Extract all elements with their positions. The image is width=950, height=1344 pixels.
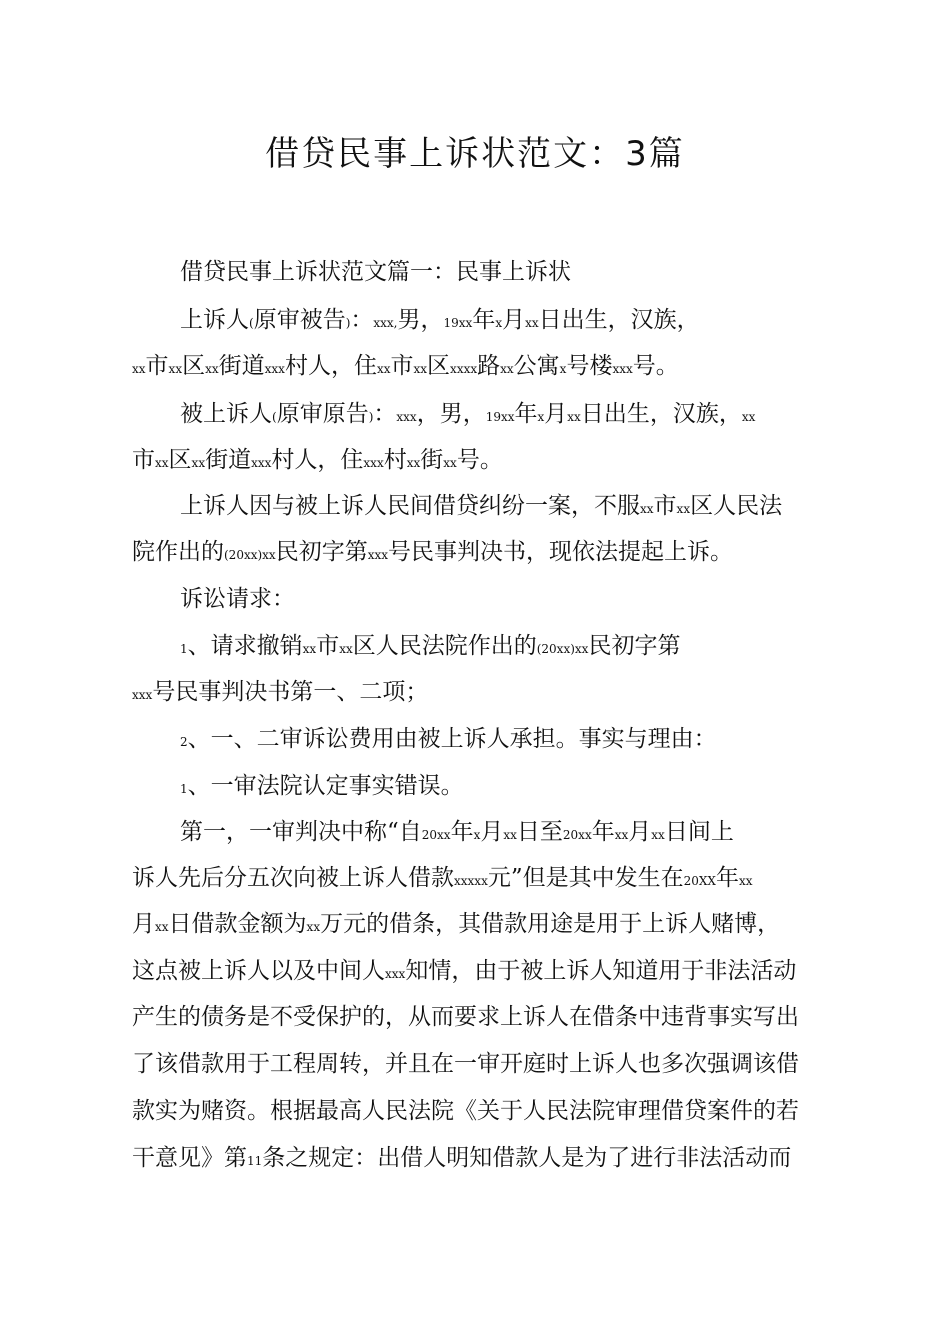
paragraph-line: xxx号民事判决书第一、二项； [132, 679, 429, 705]
paragraph-line: 款实为赌资。根据最高人民法院《关于人民法院审理借贷案件的若 [132, 1098, 799, 1124]
paragraph-line: 干意见》第11条之规定：出借人明知借款人是为了进行非法活动而 [132, 1145, 792, 1171]
paragraph-line: 1、请求撤销xx市xx区人民法院作出的(20xx)xx民初字第 [180, 633, 681, 659]
paragraph-line: 诉人先后分五次向被上诉人借款xxxxx元”但是其中发生在20XX年xx [132, 865, 753, 891]
paragraph-line: 了该借款用于工程周转，并且在一审开庭时上诉人也多次强调该借 [132, 1051, 799, 1077]
paragraph-line: 产生的债务是不受保护的，从而要求上诉人在借条中违背事实写出 [132, 1004, 799, 1030]
paragraph-line: 借贷民事上诉状范文篇一：民事上诉状 [180, 259, 571, 285]
paragraph-line: 诉讼请求： [180, 586, 295, 612]
paragraph-line: 这点被上诉人以及中间人xxx知情，由于被上诉人知道用于非法活动 [132, 958, 797, 984]
paragraph-line: 2、一、二审诉讼费用由被上诉人承担。事实与理由： [180, 726, 717, 752]
paragraph-line: 被上诉人(原审原告)：xxx，男，19xx年x月xx日出生，汉族，xx [180, 401, 756, 427]
paragraph-line: 市xx区xx街道xxx村人，住xxx村xx街xx号。 [132, 447, 503, 473]
document-title: 借贷民事上诉状范文：3篇 [265, 134, 685, 174]
paragraph-line: 院作出的(20xx)xx民初字第xxx号民事判决书，现依法提起上诉。 [132, 539, 734, 565]
paragraph-line: 第一，一审判决中称“自20xx年x月xx日至20xx年xx月xx日间上 [180, 819, 734, 845]
paragraph-line: 上诉人(原审被告)：xxx,男，19xx年x月xx日出生，汉族， [180, 307, 700, 333]
paragraph-line: 月xx日借款金额为xx万元的借条，其借款用途是用于上诉人赌博， [132, 911, 781, 937]
paragraph-line: 1、一审法院认定事实错误。 [180, 773, 464, 799]
paragraph-line: 上诉人因与被上诉人民间借贷纠纷一案，不服xx市xx区人民法 [180, 493, 783, 519]
paragraph-line: xx市xx区xx街道xxx村人，住xx市xx区xxxx路xx公寓x号楼xxx号。 [132, 353, 679, 379]
